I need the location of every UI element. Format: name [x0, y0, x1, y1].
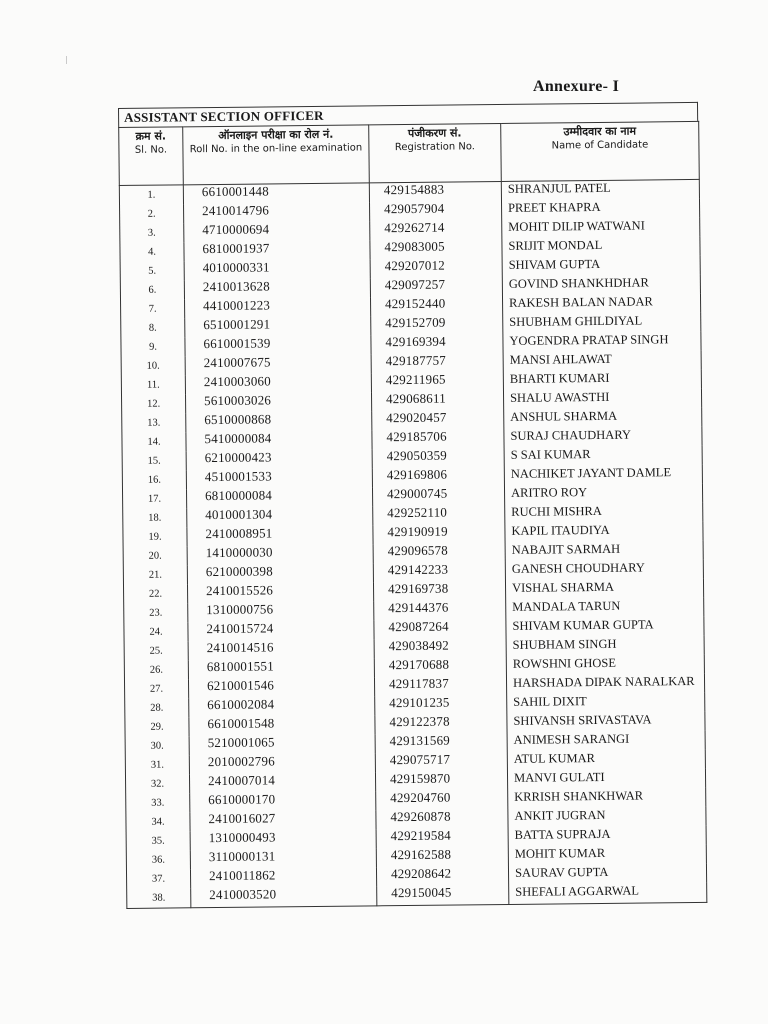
candidate-name-cell: SHUBHAM GHILDIYAL [503, 313, 701, 334]
annexure-label: Annexure- I [533, 78, 620, 95]
candidate-name-cell: SHALU AWASTHI [503, 389, 701, 410]
registration-number-cell: 429097257 [370, 277, 502, 297]
registration-number-cell: 429122378 [375, 714, 507, 734]
roll-number-cell: 2010002796 [189, 753, 375, 774]
candidate-name-cell: SAURAV GUPTA [508, 864, 706, 885]
registration-number-cell: 429050359 [372, 448, 504, 468]
roll-number-cell: 4410001223 [185, 297, 371, 318]
roll-number-cell: 6210001546 [188, 677, 374, 698]
candidate-name-cell: SHRANJUL PATEL [501, 179, 699, 201]
serial-number-cell: 37. [126, 869, 190, 889]
roll-number-cell: 3110000131 [190, 848, 376, 869]
registration-number-cell: 429252110 [373, 505, 505, 525]
registration-number-cell: 429260878 [376, 809, 508, 829]
roll-number-cell: 5610003026 [186, 392, 372, 413]
candidate-name-cell: RAKESH BALAN NADAR [502, 294, 700, 315]
candidate-name-cell: YOGENDRA PRATAP SINGH [503, 332, 701, 353]
serial-number-cell: 17. [123, 489, 187, 509]
roll-number-cell: 2410013628 [184, 278, 370, 299]
candidate-name-cell: S SAI KUMAR [504, 446, 702, 467]
candidate-name-cell: ROWSHNI GHOSE [506, 655, 704, 676]
roll-number-cell: 6210000423 [186, 449, 372, 470]
header-name [501, 121, 700, 181]
candidate-name-cell: ANKIT JUGRAN [508, 807, 706, 828]
candidate-name-cell: KRRISH SHANKHWAR [508, 788, 706, 809]
serial-number-cell: 21. [123, 565, 187, 585]
roll-number-cell: 6510000868 [186, 411, 372, 432]
roll-number-cell: 2410015724 [188, 620, 374, 641]
registration-number-cell: 429208642 [376, 866, 508, 886]
candidate-name-cell: ANIMESH SARANGI [507, 731, 705, 752]
roll-number-cell: 2410007014 [189, 772, 375, 793]
registration-number-cell: 429068611 [371, 391, 503, 411]
registration-number-cell: 429187757 [371, 353, 503, 373]
registration-number-cell: 429162588 [376, 847, 508, 867]
section-title: ASSISTANT SECTION OFFICER [118, 102, 698, 127]
roll-number-cell: 6610000170 [190, 791, 376, 812]
candidate-name-cell: RUCHI MISHRA [505, 503, 703, 524]
serial-number-cell: 14. [122, 432, 186, 452]
candidate-list [118, 102, 706, 909]
candidate-name-cell: SHUBHAM SINGH [506, 636, 704, 657]
roll-number-cell: 6610001539 [185, 335, 371, 356]
candidate-name-cell: BHARTI KUMARI [503, 370, 701, 391]
registration-number-cell: 429185706 [372, 429, 504, 449]
serial-number-cell: 8. [121, 318, 185, 338]
header-sl-english: Sl. No. [134, 144, 168, 156]
roll-number-cell: 4510001533 [186, 468, 372, 489]
header-registration-english: Registration No. [394, 141, 476, 154]
serial-number-cell: 29. [125, 717, 189, 737]
table-body [119, 179, 707, 908]
serial-number-cell: 36. [126, 850, 190, 870]
serial-number-cell: 5. [120, 261, 184, 281]
candidate-name-cell: VISHAL SHARMA [505, 579, 703, 600]
roll-number-cell: 2410014796 [184, 202, 370, 223]
serial-number-cell: 6. [120, 280, 184, 300]
candidate-name-cell: PREET KHAPRA [501, 199, 699, 220]
serial-number-cell: 19. [123, 527, 187, 547]
registration-number-cell: 429057904 [370, 201, 502, 221]
header-roll [183, 125, 370, 185]
serial-number-cell: 26. [124, 660, 188, 680]
serial-number-cell: 3. [120, 223, 184, 243]
registration-number-cell: 429211965 [371, 372, 503, 392]
candidate-name-cell: ATUL KUMAR [507, 750, 705, 771]
serial-number-cell: 13. [122, 413, 186, 433]
candidate-name-cell: SAHIL DIXIT [507, 693, 705, 714]
roll-number-cell: 6810001551 [188, 658, 374, 679]
registration-number-cell: 429038492 [374, 638, 506, 658]
registration-number-cell: 429142233 [373, 562, 505, 582]
registration-number-cell: 429144376 [374, 600, 506, 620]
candidate-name-cell: NABAJIT SARMAH [505, 541, 703, 562]
registration-number-cell: 429204760 [376, 790, 508, 810]
header-name-hindi: उम्मीदवार का नाम [563, 124, 637, 139]
roll-number-cell: 2410015526 [187, 582, 373, 603]
candidate-name-cell: BATTA SUPRAJA [508, 826, 706, 847]
registration-number-cell: 429152709 [371, 315, 503, 335]
registration-number-cell: 429117837 [374, 676, 506, 696]
candidate-name-cell: MOHIT DILIP WATWANI [502, 218, 700, 239]
serial-number-cell: 35. [126, 831, 190, 851]
registration-number-cell: 429169394 [371, 334, 503, 354]
roll-number-cell: 2410003520 [191, 886, 377, 907]
header-name-english: Name of Candidate [551, 139, 649, 152]
header-sl-hindi: क्रम सं. [135, 129, 167, 143]
roll-number-cell: 6610001548 [189, 715, 375, 736]
serial-number-cell: 16. [122, 470, 186, 490]
registration-number-cell: 429170688 [374, 657, 506, 677]
candidate-name-cell: ARITRO ROY [504, 484, 702, 505]
registration-number-cell: 429169738 [373, 581, 505, 601]
candidate-name-cell: MANSI AHLAWAT [503, 351, 701, 372]
registration-number-cell: 429075717 [375, 752, 507, 772]
candidate-name-cell: MOHIT KUMAR [508, 845, 706, 866]
header-registration [369, 123, 502, 182]
roll-number-cell: 2410008951 [187, 525, 373, 546]
candidate-name-cell: HARSHADA DIPAK NARALKAR [506, 674, 704, 695]
serial-number-cell: 24. [124, 622, 188, 642]
registration-number-cell: 429152440 [370, 296, 502, 316]
serial-number-cell: 25. [124, 641, 188, 661]
header-registration-hindi: पंजीकरण सं. [407, 126, 462, 140]
candidate-name-cell: GANESH CHOUDHARY [505, 560, 703, 581]
serial-number-cell: 23. [124, 603, 188, 623]
roll-number-cell: 2410003060 [185, 373, 371, 394]
roll-number-cell: 1310000756 [188, 601, 374, 622]
registration-number-cell: 429150045 [377, 885, 509, 906]
serial-number-cell: 2. [120, 204, 184, 224]
registration-number-cell: 429096578 [373, 543, 505, 563]
registration-number-cell: 429190919 [373, 524, 505, 544]
roll-number-cell: 6610001448 [183, 183, 369, 204]
candidate-name-cell: GOVIND SHANKHDHAR [502, 275, 700, 296]
registration-number-cell: 429207012 [370, 258, 502, 278]
candidate-table [118, 121, 707, 909]
candidate-name-cell: SHEFALI AGGARWAL [509, 883, 707, 905]
registration-number-cell: 429169806 [372, 467, 504, 487]
roll-number-cell: 6210000398 [187, 563, 373, 584]
roll-number-cell: 6510001291 [185, 316, 371, 337]
candidate-name-cell: NACHIKET JAYANT DAMLE [504, 465, 702, 486]
serial-number-cell: 4. [120, 242, 184, 262]
serial-number-cell: 27. [124, 679, 188, 699]
header-sl [119, 127, 184, 186]
serial-number-cell: 34. [126, 812, 190, 832]
roll-number-cell: 1310000493 [190, 829, 376, 850]
roll-number-cell: 4010000331 [184, 259, 370, 280]
serial-number-cell: 32. [125, 774, 189, 794]
registration-number-cell: 429083005 [370, 239, 502, 259]
serial-number-cell: 11. [121, 375, 185, 395]
serial-number-cell: 22. [123, 584, 187, 604]
roll-number-cell: 2410007675 [185, 354, 371, 375]
roll-number-cell: 2410011862 [190, 867, 376, 888]
serial-number-cell: 33. [126, 793, 190, 813]
roll-number-cell: 4010001304 [187, 506, 373, 527]
serial-number-cell: 20. [123, 546, 187, 566]
roll-number-cell: 2410016027 [190, 810, 376, 831]
roll-number-cell: 6810000084 [186, 487, 372, 508]
candidate-name-cell: SURAJ CHAUDHARY [504, 427, 702, 448]
serial-number-cell: 9. [121, 337, 185, 357]
serial-number-cell: 38. [127, 888, 191, 908]
table-header-row [119, 121, 700, 185]
candidate-name-cell: MANVI GULATI [507, 769, 705, 790]
candidate-name-cell: SHIVAM KUMAR GUPTA [506, 617, 704, 638]
scan-speck [66, 56, 70, 64]
registration-number-cell: 429000745 [372, 486, 504, 506]
registration-number-cell: 429131569 [375, 733, 507, 753]
serial-number-cell: 31. [125, 755, 189, 775]
serial-number-cell: 15. [122, 451, 186, 471]
roll-number-cell: 5410000084 [186, 430, 372, 451]
registration-number-cell: 429262714 [370, 220, 502, 240]
candidate-name-cell: SHIVANSH SRIVASTAVA [507, 712, 705, 733]
roll-number-cell: 1410000030 [187, 544, 373, 565]
table-row [127, 883, 707, 909]
serial-number-cell: 30. [125, 736, 189, 756]
roll-number-cell: 6610002084 [189, 696, 375, 717]
serial-number-cell: 1. [119, 185, 183, 205]
registration-number-cell: 429159870 [375, 771, 507, 791]
roll-number-cell: 2410014516 [188, 639, 374, 660]
registration-number-cell: 429154883 [369, 181, 501, 202]
candidate-name-cell: MANDALA TARUN [506, 598, 704, 619]
roll-number-cell: 6810001937 [184, 240, 370, 261]
candidate-name-cell: KAPIL ITAUDIYA [505, 522, 703, 543]
registration-number-cell: 429087264 [374, 619, 506, 639]
serial-number-cell: 12. [122, 394, 186, 414]
roll-number-cell: 5210001065 [189, 734, 375, 755]
header-roll-hindi: ऑनलाइन परीक्षा का रोल नं. [218, 127, 334, 142]
roll-number-cell: 4710000694 [184, 221, 370, 242]
serial-number-cell: 18. [123, 508, 187, 528]
serial-number-cell: 10. [121, 356, 185, 376]
candidate-name-cell: ANSHUL SHARMA [504, 408, 702, 429]
registration-number-cell: 429020457 [372, 410, 504, 430]
registration-number-cell: 429219584 [376, 828, 508, 848]
candidate-name-cell: SHIVAM GUPTA [502, 256, 700, 277]
candidate-name-cell: SRIJIT MONDAL [502, 237, 700, 258]
registration-number-cell: 429101235 [375, 695, 507, 715]
serial-number-cell: 7. [121, 299, 185, 319]
header-roll-english: Roll No. in the on-line examination [189, 142, 363, 156]
serial-number-cell: 28. [125, 698, 189, 718]
